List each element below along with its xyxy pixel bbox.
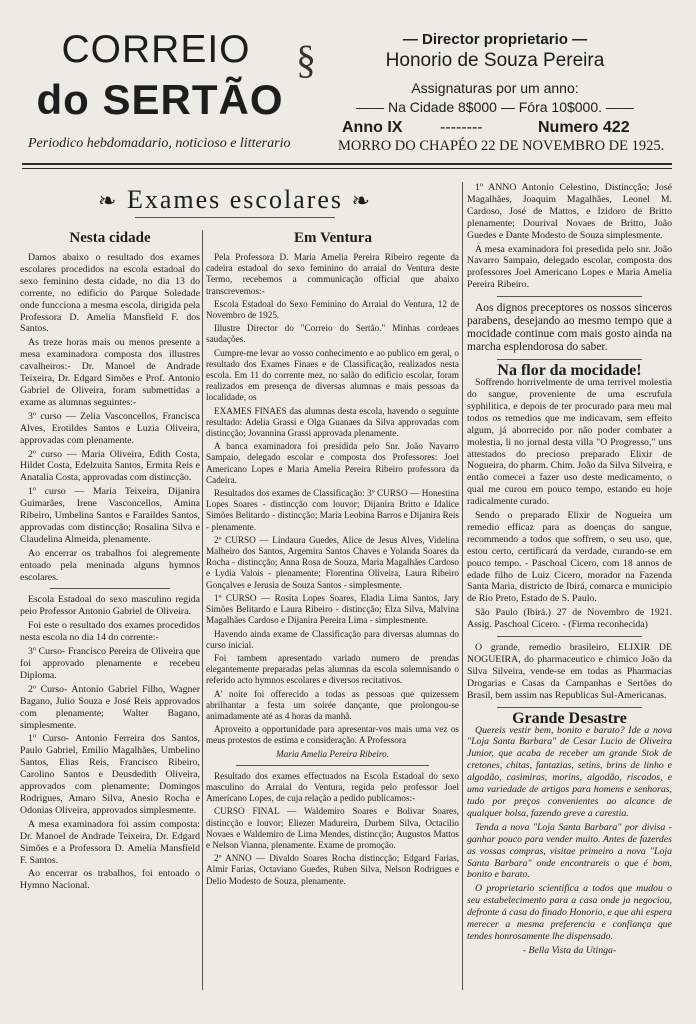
paragraph: 2º curso — Maria Oliveira, Edith Costa, Hildet Costa, Edelzuita Santos, Ermita Reis e Anatalia Costa, approvadas com distincção.: [20, 448, 200, 484]
col1-body: [20, 252, 200, 994]
section-title: [60, 185, 410, 215]
paragraph: A mesa examinadora foi assim composta: Dr. Manoel de Andrade Teixeira, Dr. Edgard Simões e a Professora D. Amelia Mansfield F. Santos.: [20, 818, 200, 866]
paragraph: A' noite foi offerecido a todas as pessoas que quizessem abrilhantar a festa um soirée dançante, que prolongou-se animadamente até as 4 horas da manhã.: [206, 688, 459, 721]
paragraph: Aos dignos preceptores os nossos sinceros parabens, desejando ao mesmo tempo que a mocidade continue com mais gosto ainda na marcha esplendorosa do saber.: [467, 302, 672, 354]
paragraph: Havendo ainda exame de Classificação para diversas alumnas do curso inicial.: [206, 628, 459, 650]
year-number-separator: --------: [440, 119, 483, 136]
header-rule: [22, 163, 672, 165]
paragraph: Damos abaixo o resultado dos exames escolares procedidos na escola estadoal do sexo feminino desta cidade, no dia 13 do corrente, no edificio do Parque Soledade onde funcciona a mesma escola, dirigida pela Professora D. Amelia Mansfield F. dos Santos.: [20, 252, 200, 335]
ornament-left-icon: ❧: [98, 188, 119, 213]
year-label: Anno IX: [342, 119, 403, 136]
paragraph: O proprietario scientifica a todos que mudou o seu estabelecimento para a casa onde ja negociou, defronte á casa do finado Honorio, e que ahi espera merecer a mesma preferencia e confiança que tendes honrosamente lhe dispensado.: [467, 883, 672, 942]
masthead-subtitle: Periodico hebdomadario, noticioso e litterario: [28, 136, 291, 151]
paragraph: A mesa examinadora foi presedida pelo snr. João Navarro Sampaio, delegado escolar, composta dos professores Joel Americano Lopes e Maria Amelia Pereira Ribeiro.: [467, 243, 672, 291]
paragraph: Escola Estadoal do sexo masculino regida peio Professor Antonio Gabriel de Oliveira.: [20, 594, 200, 618]
article-divider: [497, 359, 642, 360]
paragraph: São Paulo (Ibirá.) 27 de Novembro de 1921. Assig. Paschoal Cicero. - (Firma reconhecida): [467, 607, 672, 631]
article-divider: [497, 636, 642, 637]
paragraph: 1º curso — Maria Teixeira, Dijanira Guimarães, Irene Vasconcellos, Amina Ribeiro, Umbelina Santos e Faraildes Santos, approvadas com distincção; Rosalina Silva e Claudelina Almeida, plenamente.: [20, 486, 200, 545]
paragraph: Maria Amelia Pereira Ribeiro.: [276, 748, 389, 759]
paragraph: Aproveito a opportunidade para apresentar-vos mais uma vez os meus protestos de estima e consideração. A Professora: [206, 724, 459, 746]
paragraph: A banca examinadora foi presidida pelo Snr. João Navarro Sampaio, delegado escolar e composta dos Professores: Joel Americano Lopes e Maria Amelia Pereira Ribeiro professora da Cadeira.: [206, 441, 459, 485]
column-divider-2: [462, 182, 463, 990]
paragraph: Ao encerrar os trabalhos, foi entoado o Hymno Nacional.: [20, 868, 200, 892]
col1-heading: Nesta cidade: [69, 230, 151, 246]
paragraph: 3º Curso- Francisco Pereira de Oliveira que foi approvado plenamente e recebeu Diploma.: [20, 646, 200, 681]
col2-heading: Em Ventura: [294, 230, 372, 246]
paragraph: 2º Curso- Antonio Gabriel Filho, Wagner Bagano, Julio Souza e José Reis approvados com plenamente; Walter Bagano, simplesmente.: [20, 683, 200, 731]
masthead-separator-ornament: §: [296, 37, 316, 82]
column-divider-1: [202, 230, 203, 990]
director-name: Honorio de Souza Pereira: [385, 50, 605, 71]
article-divider: [236, 765, 429, 766]
paragraph: CURSO FINAL — Waldemiro Soares e Bolivar Soares, distincção e louvor; Eliezer Madureira, Durbem Silva, Octacilio Novaes e Waldemiro de Lima Mendes, distincção; Augustos Mattos e Nelson Vianna, plenamente. Exame de promoção.: [206, 806, 459, 850]
article-heading: Na flor da mocidade!: [497, 362, 642, 380]
paragraph: EXAMES FINAES das alumnas desta escola, havendo o seguinte resultado: Adelia Grassi e Olga Guanaes da Silva approvadas com distincção; Jovannina Grassi approvada plenamente.: [206, 405, 459, 439]
article-divider: [497, 296, 642, 297]
director-label: — Director proprietario —: [402, 31, 588, 48]
article-divider: [497, 707, 642, 708]
paragraph: Illustre Director do "Correio do Sertão." Minhas cordeaes saudações.: [206, 323, 459, 345]
paragraph: 2º ANNO — Divaldo Soares Rocha distincção; Edgard Farias, Almir Farias, Octaviano Guedes, Ruben Silva, Nelson Rodrigues e Delio Modesto de Souza, plenamente.: [206, 853, 459, 886]
paragraph: Pela Professora D. Maria Amelia Pereira Ribeiro regente da cadeira estadoal do sexo feminino do arraial do Ventura deste Termo, recebemos a communicação official que abaixo transcrevemos:-: [206, 252, 459, 296]
col2-body: [206, 252, 459, 994]
paragraph: 2º CURSO — Lindaura Guedes, Alice de Jesus Alves, Videlina Malheiro dos Santos, Argemira Santos Chaves e Yolanda Soares da Rocha - distincção; Anna Rosa de Souza, Maria Magalhães Cardoso e Lydia Valois - plenamente; Florentina Oliveira, Laura Ribeiro Gonçalves e Jerusia de Souza Santos - simplesmente.: [206, 534, 459, 590]
paragraph: Foi tambem apresentado variado numero de prendas elegantemente preparadas pelas alumnas da escola solemnisando o referido acto hymnos escolares e diversos recitativos.: [206, 652, 459, 686]
section-underline: [135, 217, 335, 218]
issue-number: Numero 422: [538, 119, 630, 136]
paragraph: 1º CURSO — Rosita Lopes Soares, Eladia Lima Santos, Jary Simões Belitardo e Laura Ribeiro - distincção; Elza Silva, Malvina Magalhães Cardoso e Dijanira Pereira Lima - simplesmente.: [206, 592, 459, 626]
paragraph: Ao encerrar os trabalhos foi alegremente entoado pela meninada alguns hymnos escolares.: [20, 547, 200, 583]
ornament-right-icon: ❧: [351, 188, 372, 213]
paragraph: Cumpre-me levar ao vosso conhecimento e ao publico em geral, o resultado dos Exames Finaes e de Classificação, realizados nesta escola. Em 11 do corrente mez, no salão do edificio escolar, foram realizados em presença de diversas alumnas e mais pessoas da localidade, os: [206, 347, 459, 403]
paragraph: 3º curso — Zelia Vasconcellos, Francisca Alves, Erotildes Santos e Luzia Oliveira, approvadas com plenamente.: [20, 410, 200, 446]
subscription-prices: —— Na Cidade 8$000 — Fóra 10$000. ——: [356, 99, 634, 115]
paragraph: - Bella Vista da Utinga-: [522, 944, 617, 956]
paragraph: 1º Curso- Antonio Ferreira dos Santos, Paulo Gabriel, Emilio Magalhães, Umbelino Santos, Elias Reis, Francisco Ribeiro, Carolino Santos e Deusdedith Oliveira, approvados com plenamente; Domingos Rodrigues, Amaro Silva, Anesio Rocha e Odonias Oliveira, approvados simplesmente.: [20, 733, 200, 816]
paragraph: Quereis vestir bem, bonito e barato? Ide a nova "Loja Santa Barbara" de Cesar Lucio de Oliveira Junior, que acaba de receber um grande Stok de cretones, chitas, fantazias, setins, brins de linho e algodão, casimiras, morins, algodão, riscados, e uma variedade de artigos para homens e senhoras, tudo por preços convenientes ao alcance de qualquer bolsa, fazendo greve a carestia.: [467, 724, 672, 819]
paragraph: Resultado dos exames effectuados na Escola Estadoal do sexo masculino do Arraial do Ventura, regida pelo professor Joel Americano Lopes, de cuja relação a pedido publicamos:-: [206, 770, 459, 804]
paragraph: Soffrendo horrivelmente de uma terrivel molestia do sangue, proveniente de uma escrufula syphilitica, e depois de ter procurado para meu mal todos os remedios que me indicavam, sem effeito algum, já aborrecido por não poder combater a molestia, li no jornal desta villa "O Progresso," uns attestados do precioso preparado Elixir de Nogueira, do pharm. Chim. João da Silva Silveira, e então comecei a fazer uso deste medicamento, o qual me curou em pouco tempo, estando eu hoje radicalmente curado.: [467, 377, 672, 508]
paragraph: Foi este o resultado dos exames procedidos nesta escola no dia 14 do corrente:-: [20, 620, 200, 644]
masthead-title-line1: CORREIO: [61, 28, 251, 71]
masthead-title-line2: do SERTÃO: [36, 76, 284, 123]
section-title-text: Exames escolares: [126, 185, 344, 214]
paragraph: Escola Estadoal do Sexo Feminino do Arraial do Ventura, 12 de Novembro de 1925.: [206, 298, 459, 321]
paragraph: As treze horas mais ou menos presente a mesa examinadora composta dos illustres cavalheiros:- Dr. Manoel de Andrade Teixeira, Dr. Edgard Simões e Prof. Antonio Gabriel de Oliveira, foram submettidas a exame as alumnas seguintes:-: [20, 337, 200, 408]
paragraph: Sendo o preparado Elixir de Nogueira um remedio efficaz para as doenças do sangue, recommendo a todos que soffrem, o seu uso, que, estou certo, certificará da verdade, curando-se em pouco tempo. - Paschoal Cicero, com 18 annos de edade filho de Luiz Cicero, morador na Fazenda Santa Maria, districto de Ibirá, comarca e municipio de Rio Preto, Estado de S. Paulo.: [467, 510, 672, 605]
header-rule-thin: [22, 168, 672, 169]
paragraph: 1º ANNO Antonio Celestino, Distincção; José Magalhães, Joaquim Magalhães, Leonel M. Cardoso, José de Mattos, e Izidoro de Britto plenamente; Dourival Novaes de Britto, João Guedes e Dante Modesto de Souza simplesmente.: [467, 182, 672, 241]
article-divider: [50, 588, 170, 589]
subscription-label: Assignaturas por um anno:: [411, 80, 579, 96]
dateline: MORRO DO CHAPÉO 22 DE NOVEMBRO DE 1925.: [338, 138, 665, 154]
paragraph: Resultados dos exames de Classificação: 3º CURSO — Honestina Lopes Soares - distincção com louvor; Dijanira Britto e Idalice Simões Belitardo - distincção; Maria Leobina Barros e Dijanira Reis - plenamente.: [206, 488, 459, 532]
paragraph: O grande, remedio brasileiro, ELIXIR DE NOGUEIRA, do pharmaceutico e chimico João da Silva Silveira, vende-se em todas as Pharmacias Drogarias e Casas da Campanhas e Sertões do Brasil, bem assim nas Republicas Sul-Americanas.: [467, 642, 672, 701]
paragraph: Tenda a nova "Loja Santa Barbara" por divisa - ganhar pouco para vender muito. Antes de fazerdes as vossas compras, visitae primeiro a nova "Loja Santa Barbara" onde encontrareis o que é bom, bonito e barato.: [467, 821, 672, 881]
article-heading: Grande Desastre: [512, 709, 627, 727]
col3-body: [467, 182, 672, 997]
